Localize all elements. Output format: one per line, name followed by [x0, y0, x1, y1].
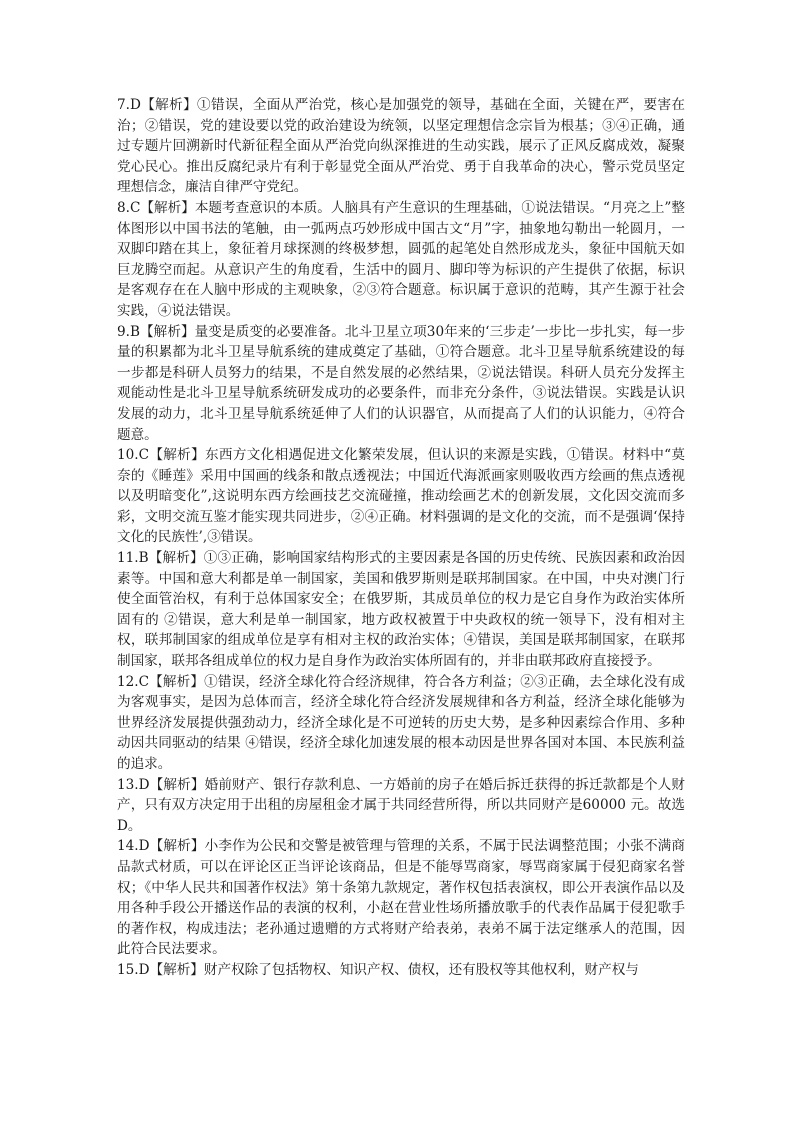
answer-number: 15.D — [117, 961, 150, 978]
answer-item-15 — [117, 960, 685, 981]
answer-number: 14.D — [117, 838, 150, 855]
answer-number: 13.D — [117, 776, 150, 793]
answer-text: 【解析】财产权除了包括物权、知识产权、债权，还有股权等其他权利，财产权与 — [149, 961, 639, 978]
answer-text: 【解析】①错误，全面从严治党，核心是加强党的领导，基础在全面，关键在严，要害在治；②错误，党的建设要以党的政治建设为统领，以坚定理想信念宗旨为根基；③④正确，通过专题片回溯新时代新征程全面从严治党向纵深推进的生动实践，展示了正风反腐成效，凝聚党心民心。推出反腐纪录片有利于彰显党全面从严治党、勇于自我革命的决心，警示党员坚定理想信念，廉洁自律严守党纪。 — [117, 97, 685, 196]
answer-item-9 — [117, 322, 685, 446]
answer-item-7 — [117, 95, 685, 198]
answer-text: 【解析】①错误，经济全球化符合经济规律，符合各方利益；②③正确，去全球化没有成为客观事实，是因为总体而言，经济全球化符合经济发展规律和各方利益，经济全球化能够为世界经济发展提供强劲动力，经济全球化是不可逆转的历史大势，是多种因素综合作用、多种动因共同驱动的结果 ④错误，经济全球化加速发展的根本动因是世界各国对本国、本民族利益的追求。 — [117, 673, 685, 772]
answer-item-13 — [117, 775, 685, 837]
answer-item-12 — [117, 672, 685, 775]
answer-number: 9.B — [117, 323, 140, 340]
answer-item-11 — [117, 548, 685, 672]
answer-number: 10.C — [117, 447, 150, 464]
answer-text: 【解析】婚前财产、银行存款利息、一方婚前的房子在婚后拆迁获得的拆迁款都是个人财产，只有双方决定用于出租的房屋租金才属于共同经营所得，所以共同财产是60000 元。故选 D。 — [117, 776, 685, 834]
answer-text: 【解析】小李作为公民和交警是被管理与管理的关系，不属于民法调整范围；小张不满商品款式材质，可以在评论区正当评论该商品，但是不能辱骂商家，辱骂商家属于侵犯商家名誉权；《中华人民共和国著作权法》第十条第九款规定，著作权包括表演权，即公开表演作品以及用各种手段公开播送作品的表演的权利，小赵在营业性场所播放歌手的代表作品属于侵犯歌手的著作权，构成违法；老孙通过遗赠的方式将财产给表弟，表弟不属于法定继承人的范围，因此符合民法要求。 — [117, 838, 685, 958]
answer-number: 11.B — [117, 550, 149, 567]
answer-text: 【解析】量变是质变的必要准备。北斗卫星立项30年来的‘三步走’一步比一步扎实，每一步量的积累都为北斗卫星导航系统的建成奠定了基础，①符合题意。北斗卫星导航系统建设的每一步都是科研人员努力的结果，不是自然发展的必然结果，②说法错误。科研人员充分发挥主观能动性是北斗卫星导航系统研发成功的必要条件，而非充分条件，③说法错误。实践是认识发展的动力，北斗卫星导航系统延伸了人们的认识器官，从而提高了人们的认识能力，④符合题意。 — [117, 323, 685, 443]
answer-text: 【解析】东西方文化相遇促进文化繁荣发展，但认识的来源是实践，①错误。材料中“莫奈的《睡莲》采用中国画的线条和散点透视法；中国近代海派画家则吸收西方绘画的焦点透视以及明暗变化”,这说明东西方绘画技艺交流碰撞，推动绘画艺术的创新发展，文化因交流而多彩，文明交流互鉴才能实现共同进步，②④正确。材料强调的是文化的交流，而不是强调‘保持文化的民族性’,③错误。 — [117, 447, 685, 546]
answer-explanation-page — [117, 95, 685, 981]
answer-number: 7.D — [117, 97, 141, 113]
answer-text: 【解析】本题考查意识的本质。人脑具有产生意识的生理基础，①说法错误。“月亮之上”整体图形以中国书法的笔触，由一弧两点巧妙形成中国古文“月”字，抽象地勾勒出一轮圆月，一双脚印踏在其上，象征着月球探测的终极梦想，圆弧的起笔处自然形成龙头，象征中国航天如巨龙腾空而起。从意识产生的角度看，生活中的圆月、脚印等为标识的产生提供了依据，标识是客观存在在人脑中形成的主观映象，②③符合题意。标识属于意识的范畴，其产生源于社会实践，④说法错误。 — [117, 199, 685, 319]
answer-item-10 — [117, 445, 685, 548]
answer-number: 12.C — [117, 673, 150, 690]
answer-text: 【解析】①③正确，影响国家结构形式的主要因素是各国的历史传统、民族因素和政治因素等。中国和意大利都是单一制国家，美国和俄罗斯则是联邦制国家。在中国，中央对澳门行使全面管治权，有利于总体国家安全；在俄罗斯，其成员单位的权力是它自身作为政治实体所固有的 ②错误，意大利是单一制国家，地方政权被置于中央政权的统一领导下，没有相对主权，联邦制国家的组成单位是享有相对主权的政治实体；④错误，美国是联邦制国家，在联邦制国家，联邦各组成单位的权力是自身作为政治实体所固有的，并非由联邦政府直接授予。 — [117, 550, 685, 670]
answer-number: 8.C — [117, 199, 141, 216]
answer-item-8 — [117, 198, 685, 322]
answer-item-14 — [117, 836, 685, 960]
